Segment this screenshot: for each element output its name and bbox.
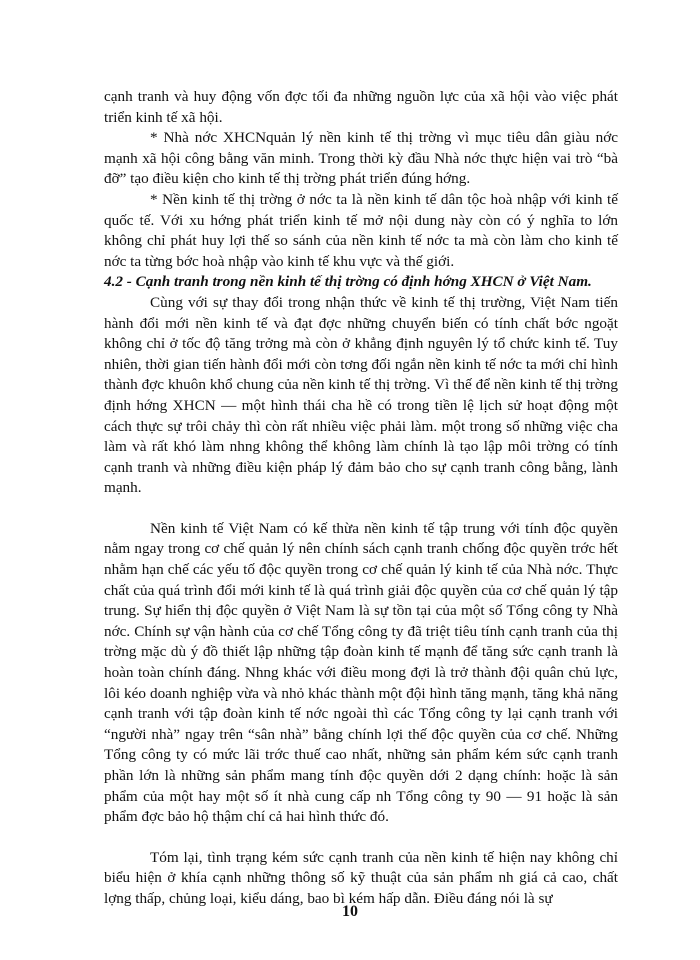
paragraph-bullet-1: * Nhà nớc XHCNquản lý nền kinh tế thị trờng vì mục tiêu dân giàu nớc mạnh xã hội công bằng văn minh. Trong thời kỳ đầu Nhà nớc thực hiện vai trò “bà đỡ” tạo điều kiện cho kinh tế thị trờng phát triển đúng hớng. <box>104 129 618 188</box>
document-body <box>104 87 618 910</box>
page-number: 10 <box>342 903 358 920</box>
paragraph-body-1: Cùng với sự thay đổi trong nhận thức về kinh tế thị trường, Việt Nam tiến hành đổi mới nền kinh tế và đạt đợc những chuyển biến có tính chất bớc ngoặt không chỉ ở tốc độ tăng trởng mà còn ở khẳng định nguyên lý tổ chức kinh tế. Tuy nhiên, thời gian tiến hành đổi mới còn tơng đối ngắn nền kinh tế nớc ta mới chỉ hình thành đợc khuôn khổ chung của nền kinh tế thị trờng. Vì thế để nền kinh tế thị trờng định hớng XHCN — một hình thái cha hề có trong tiền lệ lịch sử hoạt động một cách thực sự trôi chảy thì còn rất nhiều việc phải làm. một trong số những việc cha làm và rất khó làm nhng không thể không làm chính là tạo lập môi trờng có tính cạnh tranh và những điều kiện pháp lý đảm bảo cho sự cạnh tranh công bằng, lành mạnh. <box>104 293 618 497</box>
paragraph-body-3: Tóm lại, tình trạng kém sức cạnh tranh của nền kinh tế hiện nay không chỉ biểu hiện ở khía cạnh những thông số kỹ thuật của sản phẩm nh giá cả cao, chất lợng thấp, chủng loại, kiểu dáng, bao bì kém hấp dẫn. Điều đáng nói là sự <box>104 848 618 907</box>
paragraph-bullet-2: * Nền kinh tế thị trờng ở nớc ta là nền kinh tế dân tộc hoà nhập với kinh tế quốc tế. Với xu hớng phát triển kinh tế mở nội dung này còn có ý nghĩa to lớn không chỉ phát huy lợi thế so sánh của nền kinh tế nớc ta mà còn làm cho kinh tế nớc ta từng bớc hoà nhập vào kinh tế khu vực và thế giới. <box>104 190 618 270</box>
paragraph-intro: cạnh tranh và huy động vốn đợc tối đa những nguồn lực của xã hội vào việc phát triển kinh tế xã hội. <box>104 88 618 126</box>
section-heading: 4.2 - Cạnh tranh trong nền kinh tế thị trờng có định hớng XHCN ở Việt Nam. <box>104 273 592 291</box>
paragraph-body-2: Nền kinh tế Việt Nam có kế thừa nền kinh tế tập trung với tính độc quyền nằm ngay trong cơ chế quản lý nên chính sách cạnh tranh chống độc quyền trớc hết nhằm hạn chế các yếu tố độc quyền trong cơ chế quản lý kinh tế của Nhà nớc. Thực chất của quá trình đổi mới kinh tế là quá trình giải độc quyền của cơ chế quản lý tập trung. Sự hiển thị độc quyền ở Việt Nam là sự tồn tại của một số Tổng công ty Nhà nớc. Chính sự vận hành của cơ chế Tổng công ty đã triệt tiêu tính cạnh tranh của thị trờng mặc dù ý đồ thiết lập những tập đoàn kinh tế mạnh để tăng sức cạnh tranh là hoàn toàn chính đáng. Nhng khác với điều mong đợi là trở thành đội quân chủ lực, lôi kéo doanh nghiệp vừa và nhỏ khác thành một đội hình tăng mạnh, tăng khả năng cạnh tranh với tập đoàn kinh tế nớc ngoài thì các Tổng công ty lại cạnh tranh với “người nhà” ngay trên “sân nhà” bằng chính lợi thế độc quyền của cơ chế. Những Tổng công ty có mức lãi trớc thuế cao nhất, những sản phẩm kém sức cạnh tranh phần lớn là những sản phẩm mang tính độc quyền dới 2 dạng chính: hoặc là sản phẩm của một hay một số ít nhà cung cấp nh Tổng công ty 90 — 91 hoặc là sản phẩm đợc bảo hộ thậm chí cả hai hình thức đó. <box>104 519 618 826</box>
